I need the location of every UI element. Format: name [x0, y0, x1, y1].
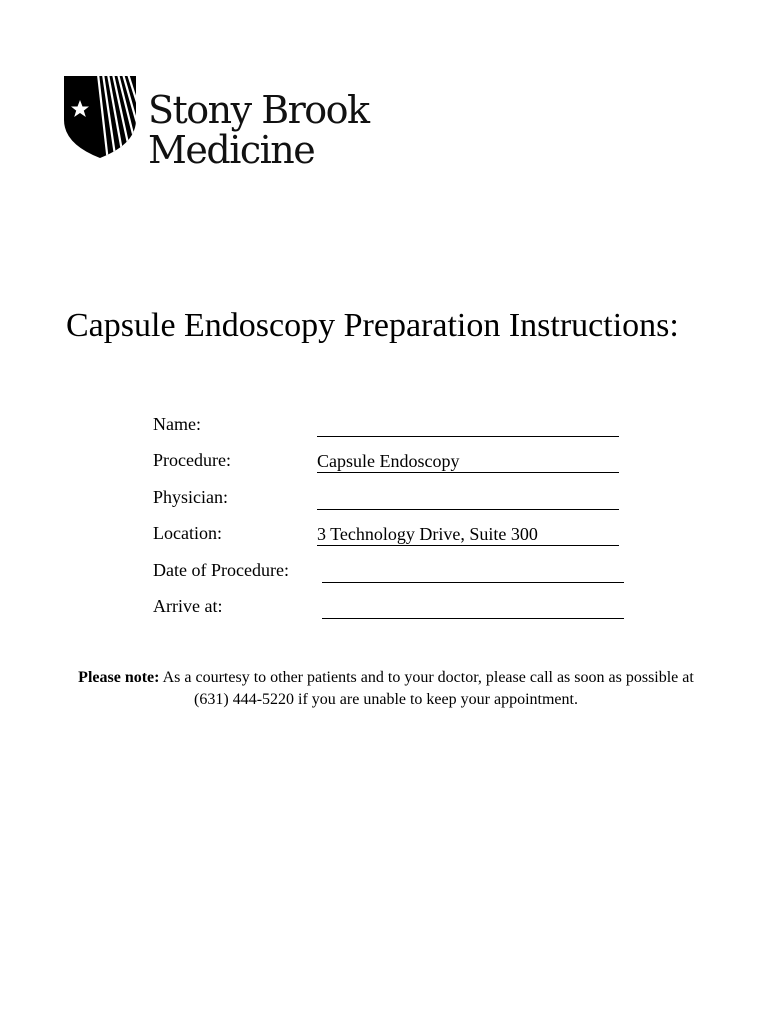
- form-row-physician: [153, 487, 633, 523]
- physician-field: [317, 487, 619, 510]
- logo-line-1: Stony Brook: [148, 88, 369, 132]
- procedure-label: Procedure:: [153, 450, 231, 471]
- form-row-date: [153, 560, 633, 596]
- location-label: Location:: [153, 523, 222, 544]
- form-row-location: [153, 523, 633, 559]
- form-row-procedure: [153, 450, 633, 486]
- name-field: [317, 414, 619, 437]
- please-note-text: As a courtesy to other patients and to your doctor, please call as soon as possible at (631) 444-5220 if you are unable to keep your appointment.: [159, 669, 694, 708]
- appointment-form: [153, 414, 633, 632]
- date-of-procedure-label: Date of Procedure:: [153, 559, 289, 580]
- physician-label: Physician:: [153, 486, 228, 507]
- arrive-at-label: Arrive at:: [153, 595, 223, 616]
- please-note-paragraph: [76, 667, 696, 711]
- page-title: Capsule Endoscopy Preparation Instructions:: [66, 307, 679, 344]
- form-row-name: [153, 414, 633, 450]
- shield-star-icon: [62, 72, 138, 160]
- stony-brook-medicine-logo: [62, 72, 382, 182]
- form-row-arrive: [153, 596, 633, 632]
- logo-line-2: Medicine: [148, 128, 315, 172]
- location-field: 3 Technology Drive, Suite 300: [317, 523, 619, 546]
- logo-wordmark: [148, 90, 369, 170]
- procedure-field: Capsule Endoscopy: [317, 450, 619, 473]
- date-of-procedure-field: [322, 560, 624, 583]
- name-label: Name:: [153, 414, 201, 434]
- arrive-at-field: [322, 596, 624, 619]
- please-note-label: Please note:: [78, 669, 160, 686]
